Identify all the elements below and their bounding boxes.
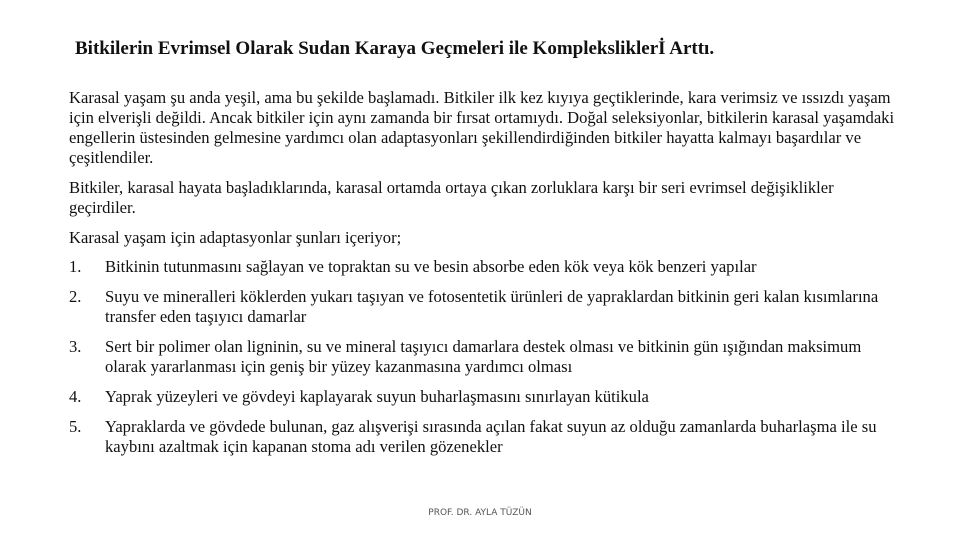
list-item bbox=[69, 417, 899, 457]
list-item-text: Yapraklarda ve gövdede bulunan, gaz alışverişi sırasında açılan fakat suyun az olduğu zamanlarda buharlaşma ile su kaybını azaltmak için kapanan stoma adı verilen gözenekler bbox=[105, 417, 877, 456]
paragraph-list-lead: Karasal yaşam için adaptasyonlar şunları içeriyor; bbox=[69, 228, 402, 247]
slide-title: Bitkilerin Evrimsel Olarak Sudan Karaya Geçmeleri ile Kompleksliklerİ Arttı. bbox=[75, 38, 715, 59]
slide-body bbox=[69, 88, 899, 467]
list-item bbox=[69, 287, 899, 327]
list-item-number: 3. bbox=[69, 337, 82, 356]
list-item-text: Bitkinin tutunmasını sağlayan ve topraktan su ve besin absorbe eden kök veya kök benzeri yapılar bbox=[105, 257, 757, 276]
adaptation-list bbox=[69, 257, 899, 457]
list-item bbox=[69, 387, 899, 407]
list-item-number: 1. bbox=[69, 257, 82, 276]
list-item bbox=[69, 257, 899, 277]
list-item-number: 2. bbox=[69, 287, 82, 306]
list-item-text: Suyu ve mineralleri köklerden yukarı taşıyan ve fotosentetik ürünleri de yapraklardan bitkinin geri kalan kısımlarına transfer eden taşıyıcı damarlar bbox=[105, 287, 879, 326]
footer-author: PROF. DR. AYLA TÜZÜN bbox=[428, 508, 532, 518]
paragraph-intro-2: Bitkiler, karasal hayata başladıklarında, karasal ortamda ortaya çıkan zorluklara karşı bir seri evrimsel değişiklikler geçirdiler. bbox=[69, 178, 834, 217]
list-item bbox=[69, 337, 899, 377]
list-item-text: Sert bir polimer olan ligninin, su ve mineral taşıyıcı damarlara destek olması ve bitkinin gün ışığından maksimum olarak yararlanması için geniş bir yüzey kazanmasına yardımcı olması bbox=[105, 337, 862, 376]
list-item-number: 5. bbox=[69, 417, 82, 436]
paragraph-intro-1: Karasal yaşam şu anda yeşil, ama bu şekilde başlamadı. Bitkiler ilk kez kıyıya geçtiklerinde, kara verimsiz ve ıssızdı yaşam için elverişli değildi. Ancak bitkiler için aynı zamanda bir fırsat ortamıydı. Doğal seleksiyonlar, bitkilerin karasal yaşamdaki engellerin üstesinden gelmesine yardımcı olan adaptasyonları şekillendirdiğinden bitkiler hayatta kalmayı başardılar ve çeşitlendiler. bbox=[69, 88, 895, 167]
list-item-text: Yaprak yüzeyleri ve gövdeyi kaplayarak suyun buharlaşmasını sınırlayan kütikula bbox=[105, 387, 649, 406]
list-item-number: 4. bbox=[69, 387, 82, 406]
